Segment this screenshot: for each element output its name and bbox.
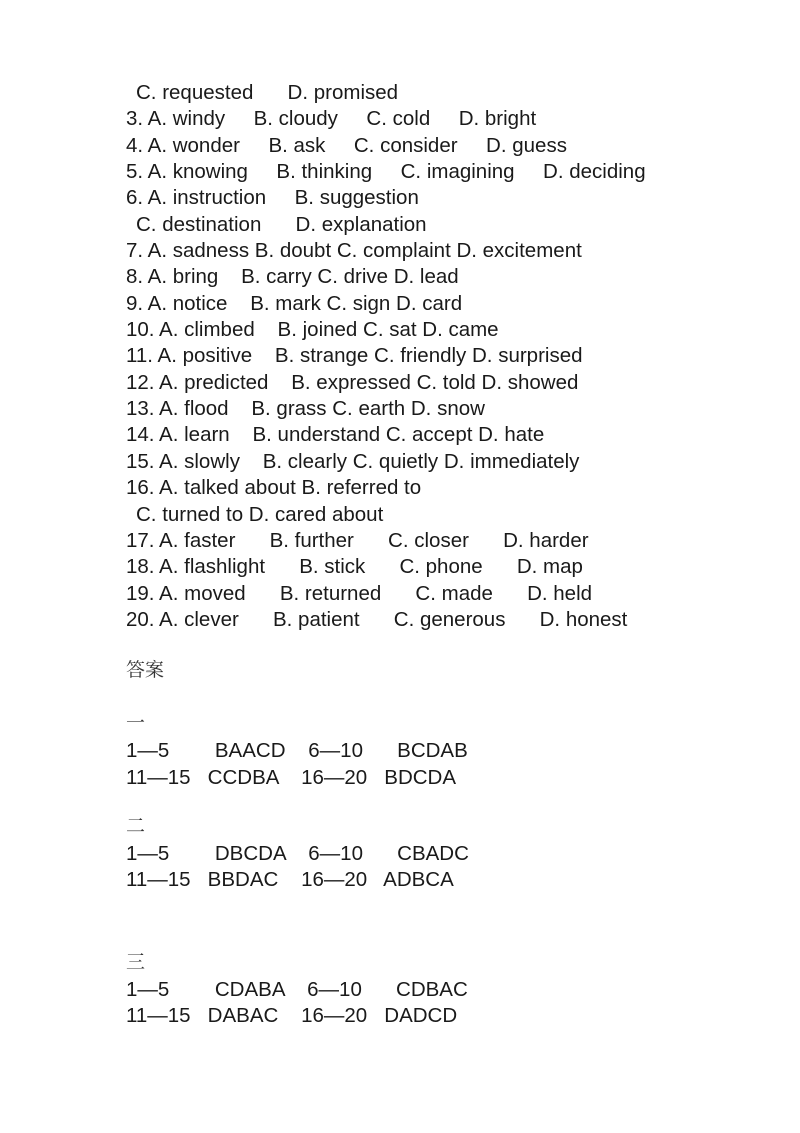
answer-line: 11—15 DABAC 16—20 DADCD bbox=[126, 1003, 458, 1027]
question-line: C. destination D. explanation bbox=[136, 212, 427, 236]
spacer bbox=[126, 633, 766, 652]
spacer bbox=[126, 791, 766, 811]
answer-line: 1—5 BAACD 6—10 BCDAB bbox=[126, 739, 468, 763]
question-line: 20. A. clever B. patient C. generous D. honest bbox=[126, 607, 628, 631]
question-line: 16. A. talked about B. referred to bbox=[126, 476, 422, 500]
answer-line: 1—5 DBCDA 6—10 CBADC bbox=[126, 841, 469, 865]
question-line: C. turned to D. cared about bbox=[136, 502, 384, 526]
question-line: 14. A. learn B. understand C. accept D. hate bbox=[126, 423, 545, 447]
question-line: 13. A. flood B. grass C. earth D. snow bbox=[126, 397, 485, 421]
spacer bbox=[126, 894, 766, 947]
question-line: 3. A. windy B. cloudy C. cold D. bright bbox=[126, 107, 537, 131]
question-line: 10. A. climbed B. joined C. sat D. came bbox=[126, 318, 499, 342]
document-content bbox=[126, 80, 766, 1029]
answer-line: 11—15 CCDBA 16—20 BDCDA bbox=[126, 765, 457, 789]
question-line: 19. A. moved B. returned C. made D. held bbox=[126, 581, 593, 605]
question-line: 4. A. wonder B. ask C. consider D. guess bbox=[126, 133, 567, 157]
question-line: 9. A. notice B. mark C. sign D. card bbox=[126, 291, 463, 315]
question-line: 8. A. bring B. carry C. drive D. lead bbox=[126, 265, 459, 289]
question-line: 15. A. slowly B. clearly C. quietly D. immediately bbox=[126, 449, 580, 473]
question-line: 11. A. positive B. strange C. friendly D. surprised bbox=[126, 344, 583, 368]
section-heading: 三 bbox=[126, 950, 146, 973]
question-line: 6. A. instruction B. suggestion bbox=[126, 186, 419, 210]
spacer bbox=[126, 688, 766, 708]
question-line: 18. A. flashlight B. stick C. phone D. map bbox=[126, 555, 583, 579]
answer-line: 11—15 BBDAC 16—20 ADBCA bbox=[126, 868, 454, 892]
section-heading: 一 bbox=[126, 712, 146, 735]
question-line: 12. A. predicted B. expressed C. told D. showed bbox=[126, 370, 579, 394]
answer-line: 1—5 CDABA 6—10 CDBAC bbox=[126, 977, 468, 1001]
section-heading: 二 bbox=[126, 814, 146, 837]
question-line: C. requested D. promised bbox=[136, 81, 399, 104]
answers-heading: 答案 bbox=[126, 659, 165, 682]
question-line: 5. A. knowing B. thinking C. imagining D. deciding bbox=[126, 160, 646, 184]
question-line: 17. A. faster B. further C. closer D. harder bbox=[126, 528, 589, 552]
question-line: 7. A. sadness B. doubt C. complaint D. excitement bbox=[126, 239, 582, 263]
